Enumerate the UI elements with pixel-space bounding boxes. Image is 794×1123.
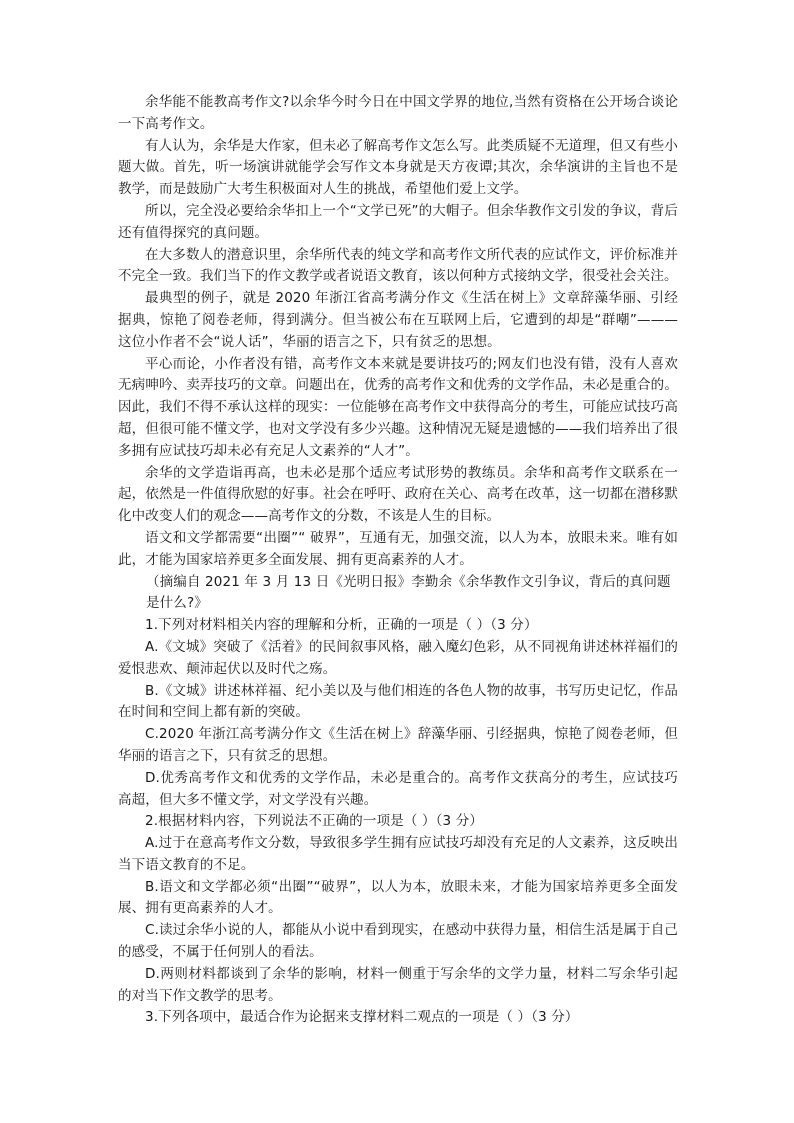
question-option-b: B.《文城》讲述林祥福、纪小美以及与他们相连的各色人物的故事，书写历史记忆，作品在时间和空间上都有新的突破。 [118,682,678,721]
article-body [118,92,678,615]
article-paragraph-1: 余华能不能教高考作文?以余华今时今日在中国文学界的地位,当然有资格在公开场合谈论一下高考作文。 [118,94,678,132]
question-option-c: C.读过余华小说的人，都能从小说中看到现实，在感动中获得力量，相信生活是属于自己的感受，不属于任何别人的看法。 [118,922,678,961]
question-1 [118,615,678,811]
article-paragraph-7: 余华的文学造诣再高，也未必是那个适应考试形势的教练员。余华和高考作文联系在一起，依然是一件值得欣慰的好事。社会在呼吁、政府在关心、高考在改革，这一切都在潜移默化中改变人们的观念——高考作文的分数，不该是人生的目标。 [118,464,678,525]
question-option-a: A.《文城》突破了《活着》的民间叙事风格，融入魔幻色彩，从不同视角讲述林祥福们的爱恨悲欢、颠沛起伏以及时代之殇。 [118,638,678,677]
question-option-d: D.优秀高考作文和优秀的文学作品，未必是重合的。高考作文获高分的考生，应试技巧高超，但大多不懂文学，对文学没有兴趣。 [118,769,678,808]
question-3 [118,1007,678,1029]
article-paragraph-4: 在大多数人的潜意识里，余华所代表的纯文学和高考作文所代表的应试作文，评价标准并不完全一致。我们当下的作文教学或者说语文教育，该以何种方式接纳文学，很受社会关注。 [118,246,678,285]
article-paragraph-3: 所以，完全没必要给余华扣上一个“文学已死”的大帽子。但余华教作文引发的争议，背后还有值得探究的真问题。 [118,202,678,241]
question-option-c: C.2020 年浙江高考满分作文《生活在树上》辞藻华丽、引经据典，惊艳了阅卷老师，但华丽的语言之下，只有贫乏的思想。 [118,726,678,764]
article-citation: （摘编自 2021 年 3 月 13 日《光明日报》李勤余《余华教作文引争议，背后的真问题是什么?》 [146,573,671,612]
article-paragraph-5: 最典型的例子，就是 2020 年浙江省高考满分作文《生活在树上》文章辞藻华丽、引经据典，惊艳了阅卷老师，得到满分。但当被公布在互联网上后，它遭到的却是“群嘲”———这位小作者不会“说人话”，华丽的语言之下，只有贫乏的思想。 [118,290,678,350]
article-paragraph-8: 语文和文学都需要“出圈”“ 破界”，互通有无，加强交流，以人为本，放眼未来。唯有如此，才能为国家培养更多全面发展、拥有更高素养的人才。 [118,529,678,568]
question-option-b: B.语文和文学都必须“出圈”“破界”，以人为本，放眼未来，才能为国家培养更多全面发展、拥有更高素养的人才。 [118,878,678,917]
document-page [118,92,678,1029]
question-option-a: A.过于在意高考作文分数，导致很多学生拥有应试技巧却没有充足的人文素养，这反映出当下语文教育的不足。 [118,835,678,873]
question-2 [118,811,678,1007]
question-option-d: D.两则材料都谈到了余华的影响，材料一侧重于写余华的文学力量，材料二写余华引起的对当下作文教学的思考。 [118,965,678,1004]
question-stem: 3.下列各项中，最适合作为论据来支撑材料二观点的一项是（ ）（3 分） [145,1009,579,1026]
article-paragraph-2: 有人认为，余华是大作家，但未必了解高考作文怎么写。此类质疑不无道理，但又有些小题大做。首先，听一场演讲就能学会写作文本身就是天方夜谭;其次，余华演讲的主旨也不是教学，而是鼓励广大考生积极面对人生的挑战，希望他们爱上文学。 [118,137,678,198]
question-stem: 1.下列对材料相关内容的理解和分析，正确的一项是（ ）（3 分） [145,617,538,634]
article-paragraph-6: 平心而论，小作者没有错，高考作文本来就是要讲技巧的;网友们也没有错，没有人喜欢无病呻吟、卖弄技巧的文章。问题出在，优秀的高考作文和优秀的文学作品，未必是重合的。因此，我们不得不承认这样的现实：一位能够在高考作文中获得高分的考生，可能应试技巧高超，但很可能不懂文学，也对文学没有多少兴趣。这种情况无疑是遗憾的——我们培养出了很多拥有应试技巧却未必有充足人文素养的“人才”。 [118,355,678,459]
question-stem: 2.根据材料内容，下列说法不正确的一项是（ ）（3 分） [145,813,484,830]
